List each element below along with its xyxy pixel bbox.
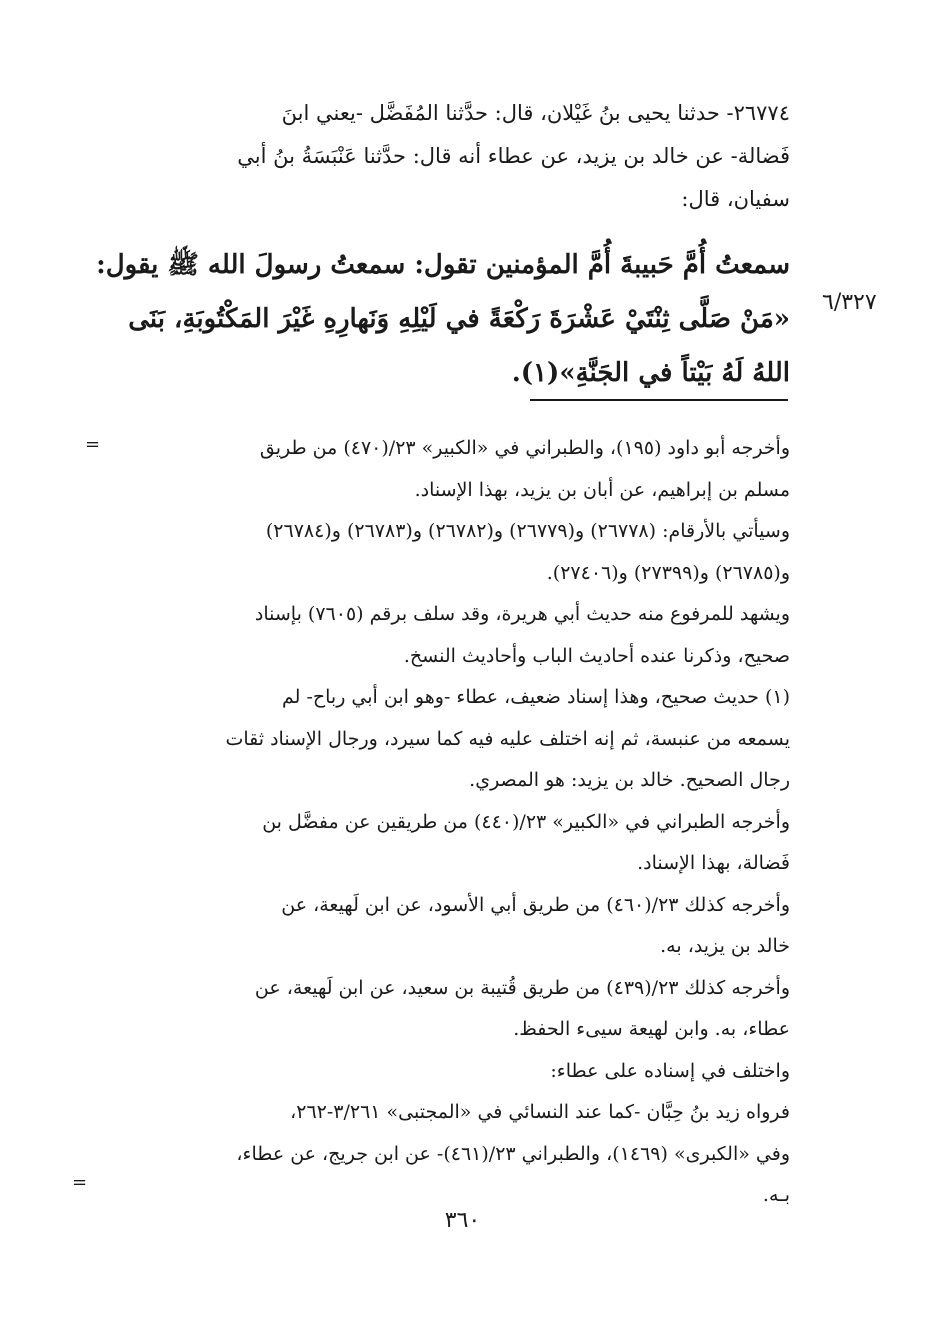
footnote-line: وسيأتي بالأرقام: (٢٦٧٧٨) و(٢٦٧٧٩) و(٢٦٧٨٢) و(٢٦٧٨٣) و(٢٦٧٨٤) xyxy=(265,520,790,542)
footnote-separator xyxy=(530,399,788,401)
footnote-line: وفي «الكبرى» (١٤٦٩)، والطبراني ٢٣/(٤٦١)- عن ابن جريج، عن عطاء، xyxy=(236,1142,790,1165)
continuation-marker: = xyxy=(85,434,101,455)
footnote-line: (١) حديث صحيح، وهذا إسناد ضعيف، عطاء -وهو ابن أبي رباح- لم xyxy=(281,686,790,708)
footnote-line: وأخرجه كذلك ٢٣/(٤٣٩) من طريق قُتيبة بن سعيد، عن ابن لَهيعة، عن xyxy=(254,976,790,999)
footnote-line: فَضالة، بهذا الإسناد. xyxy=(637,852,790,874)
hadith-isnad xyxy=(80,92,790,221)
footnote-line: وأخرجه الطبراني في «الكبير» ٢٣/(٤٤٠) من طريقين عن مفضَّل بن xyxy=(262,810,790,833)
footnote-line: يسمعه من عنبسة، ثم إنه اختلف عليه فيه كما سيرد، ورجال الإسناد ثقات xyxy=(225,727,790,750)
footnote-paragraph xyxy=(80,1092,790,1217)
footnote-paragraph xyxy=(80,968,790,1051)
footnote-line: فرواه زيد بنُ حِبَّان -كما عند النسائي في «المجتبى» ٣/٢٦١-٢٦٢، xyxy=(290,1101,790,1123)
page-number: ٣٦٠ xyxy=(444,1208,481,1233)
footnote-paragraph xyxy=(80,511,790,594)
footnote-line: وأخرجه أبو داود (١٩٥)، والطبراني في «الكبير» ٢٣/(٤٧٠) من طريق xyxy=(259,437,790,459)
isnad-line: فَضالة- عن خالد بن يزيد، عن عطاء أنه قال: حدَّثنا عَنْبَسَةُ بنُ أبي xyxy=(237,144,790,168)
footnote-line: مسلم بن إبراهيم، عن أبان بن يزيد، بهذا الإسناد. xyxy=(414,478,790,501)
footnote-line: واختلف في إسناده على عطاء: xyxy=(550,1059,790,1082)
matn-line: اللهُ لَهُ بَيْتاً في الجَنَّةِ»(١). xyxy=(511,358,790,388)
matn-line: سمعتُ أُمَّ حَبيبةَ أُمَّ المؤمنين تقول: سمعتُ رسولَ الله ﷺ يقول: xyxy=(96,250,790,280)
isnad-line: ٢٦٧٧٤- حدثنا يحيى بنُ غَيْلان، قال: حدَّثنا المُفَضَّل -يعني ابنَ xyxy=(281,101,790,125)
margin-reference: ٦/٣٢٧ xyxy=(822,290,877,315)
isnad-line: سفيان، قال: xyxy=(681,187,790,211)
matn-line: «مَنْ صَلَّى ثِنْتَيْ عَشْرَةَ رَكْعَةً في لَيْلِهِ وَنَهارِهِ غَيْرَ المَكْتُوبَةِ، بَنَى xyxy=(128,304,790,334)
footnote-line: خالد بن يزيد، به. xyxy=(660,935,790,957)
footnote-line: بـه. xyxy=(762,1184,790,1206)
footnote-paragraph xyxy=(80,1051,790,1093)
footnote-line: و(٢٦٧٨٥) و(٢٧٣٩٩) و(٢٧٤٠٦). xyxy=(546,561,790,584)
footnote-paragraph xyxy=(80,885,790,968)
hadith-matn xyxy=(80,238,790,400)
footnotes xyxy=(80,428,790,1217)
footnote-line: عطاء، به. وابن لهيعة سيىء الحفظ. xyxy=(513,1018,790,1040)
footnote-line: ويشهد للمرفوع منه حديث أبي هريرة، وقد سلف برقم (٧٦٠٥) بإسناد xyxy=(254,603,790,625)
footnote-paragraph xyxy=(80,428,790,511)
footnote-paragraph xyxy=(80,677,790,802)
footnote-line: وأخرجه كذلك ٢٣/(٤٦٠) من طريق أبي الأسود، عن ابن لَهيعة، عن xyxy=(281,893,790,916)
continued-marker: = xyxy=(72,1172,88,1193)
footnote-line: صحيح، وذكرنا عنده أحاديث الباب وأحاديث النسخ. xyxy=(403,644,790,667)
footnote-line: رجال الصحيح. خالد بن يزيد: هو المصري. xyxy=(469,769,790,791)
footnote-paragraph xyxy=(80,594,790,677)
footnote-paragraph xyxy=(80,802,790,885)
